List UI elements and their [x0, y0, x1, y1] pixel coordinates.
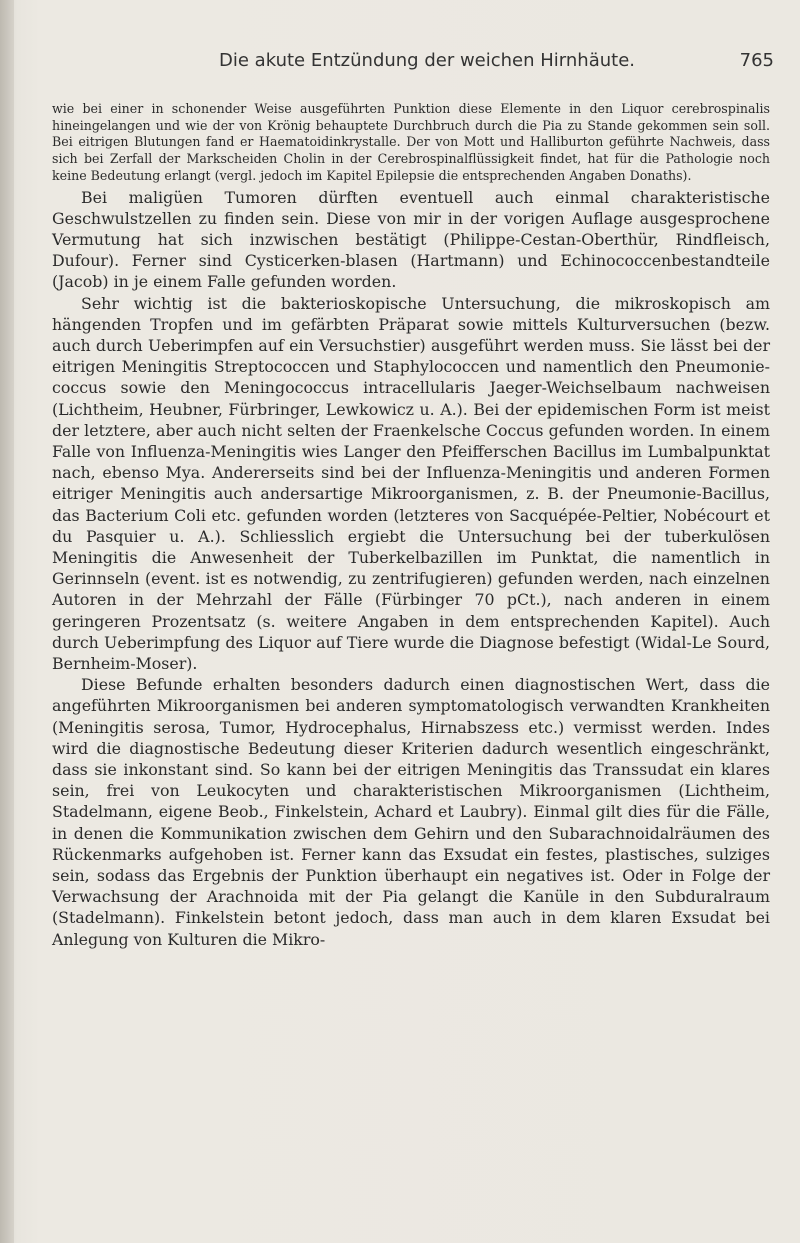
page-number: 765 — [739, 50, 774, 71]
paragraph-tumors: Bei maligüen Tumoren dürften eventuell auch einmal charakteristische Geschwulstzellen zu finden sein. Diese von mir in der vorigen Auflage ausgesprochene Vermutung hat sich inzwischen bestätigt (Philippe-Cestan-Oberthür, Rindfleisch, Dufour). Ferner sind Cysticerken-blasen (Hartmann) und Echinococcenbestandteile (Jacob) in je einem Falle gefunden worden. — [52, 187, 770, 292]
small-paragraph: wie bei einer in schonender Weise ausgeführten Punktion diese Elemente in den Liquor cerebrospinalis hineingelangen und wie der von Krönig behauptete Durchbruch durch die Pia zu Stande gekommen sein soll. Bei eitrigen Blutungen fand er Haematoidinkrystalle. Der von Mott und Halliburton geführte Nachweis, dass sich bei Zerfall der Markscheiden Cholin in der Cerebrospinalflüssigkeit findet, hat für die Pathologie noch keine Bedeutung erlangt (vergl. jedoch im Kapitel Epilepsie die entsprechenden Angaben Donaths). — [52, 101, 770, 183]
paragraph-bacteriology: Sehr wichtig ist die bakterioskopische Untersuchung, die mikroskopisch am hängenden Tropfen und im gefärbten Präparat sowie mittels Kulturversuchen (bezw. auch durch Ueberimpfen auf ein Versuchstier) ausgeführt werden muss. Sie lässt bei der eitrigen Meningitis Streptococcen und Staphylococcen und namentlich den Pneumonie-coccus sowie den Meningococcus intracellularis Jaeger-Weichselbaum nachweisen (Lichtheim, Heubner, Fürbringer, Lewkowicz u. A.). Bei der epidemischen Form ist meist der letztere, aber auch nicht selten der Fraenkelsche Coccus gefunden worden. In einem Falle von Influenza-Meningitis wies Langer den Pfeifferschen Bacillus im Lumbalpunktat nach, ebenso Mya. Andererseits sind bei der Influenza-Meningitis und anderen Formen eitriger Meningitis auch andersartige Mikroorganismen, z. B. der Pneumonie-Bacillus, das Bacterium Coli etc. gefunden worden (letzteres von Sacquépée-Peltier, Nobécourt et du Pasquier u. A.). Schliesslich ergiebt die Untersuchung bei der tuberkulösen Meningitis die Anwesenheit der Tuberkelbazillen im Punktat, die namentlich in Gerinnseln (event. ist es notwendig, zu zentrifugieren) gefunden werden, nach einzelnen Autoren in der Mehrzahl der Fälle (Fürbinger 70 pCt.), nach anderen in einem geringeren Prozentsatz (s. weitere Angaben in dem entsprechenden Kapitel). Auch durch Ueberimpfung des Liquor auf Tiere wurde die Diagnose befestigt (Widal-Le Sourd, Bernheim-Moser). — [52, 293, 770, 673]
page-body — [52, 101, 770, 950]
running-header — [80, 50, 774, 80]
small-print-section — [52, 101, 770, 185]
header-title: Die akute Entzündung der weichen Hirnhäute. — [219, 50, 635, 71]
paragraph-diagnostic-value: Diese Befunde erhalten besonders dadurch einen diagnostischen Wert, dass die angeführten Mikroorganismen bei anderen symptomatologisch verwandten Krankheiten (Meningitis serosa, Tumor, Hydrocephalus, Hirnabszess etc.) vermisst werden. Indes wird die diagnostische Bedeutung dieser Kriterien dadurch wesentlich eingeschränkt, dass sie inkonstant sind. So kann bei der eitrigen Meningitis das Transsudat ein klares sein, frei von Leukocyten und charakteristischen Mikroorganismen (Lichtheim, Stadelmann, eigene Beob., Finkelstein, Achard et Laubry). Einmal gilt dies für die Fälle, in denen die Kommunikation zwischen dem Gehirn und den Subarachnoidalräumen des Rückenmarks aufgehoben ist. Ferner kann das Exsudat ein festes, plastisches, sulziges sein, sodass das Ergebnis der Punktion überhaupt ein negatives ist. Oder in Folge der Verwachsung der Arachnoida mit der Pia gelangt die Kanüle in den Subduralraum (Stadelmann). Finkelstein betont jedoch, dass man auch in dem klaren Exsudat bei Anlegung von Kulturen die Mikro- — [52, 675, 770, 949]
main-text-section — [52, 187, 770, 950]
page-spine-shadow — [0, 0, 14, 1243]
